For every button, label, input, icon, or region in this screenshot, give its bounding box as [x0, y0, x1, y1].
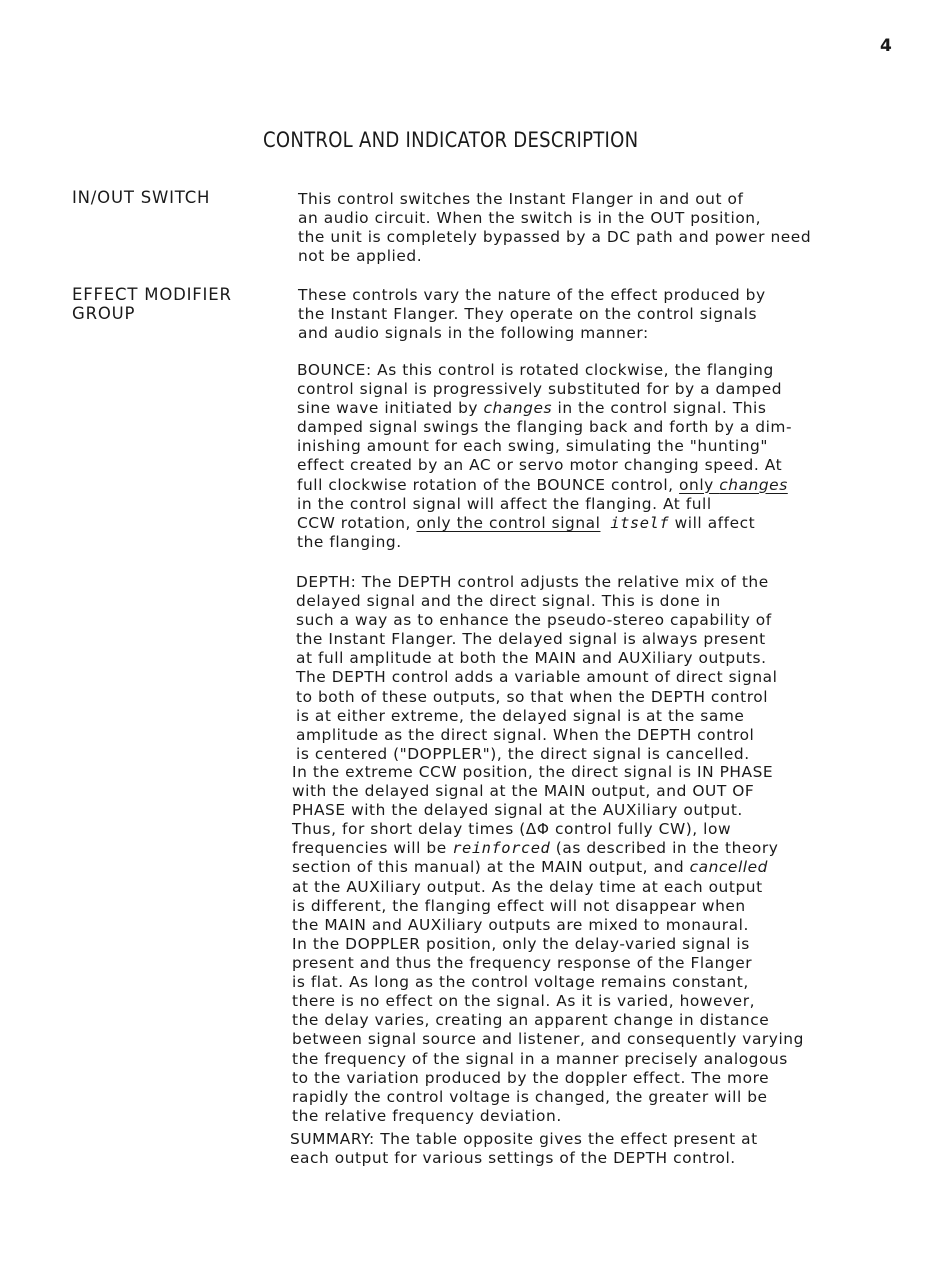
text-line: PHASE with the delayed signal at the AUXiliary output.: [292, 801, 743, 820]
underlined-changes: changes: [719, 475, 788, 494]
bounce-description: [297, 361, 862, 552]
text-line: amplitude as the direct signal. When the DEPTH control: [296, 725, 755, 744]
text-line: with the delayed signal at the MAIN output, and OUT OF: [292, 782, 755, 801]
underlined-control-signal: only the control signal: [416, 513, 601, 532]
emphasis-changes: changes: [483, 399, 553, 418]
section-label-in-out-switch: IN/OUT SWITCH: [72, 188, 211, 207]
page-number: 4: [880, 36, 892, 56]
text-line: delayed signal and the direct signal. This is done in: [296, 592, 721, 611]
text-line: In the extreme CCW position, the direct signal is IN PHASE: [292, 763, 774, 781]
depth-doppler-description: [292, 935, 862, 1126]
text-line: the frequency of the signal in a manner precisely analogous: [292, 1049, 788, 1068]
text-line: there is no effect on the signal. As it is varied, however,: [292, 992, 756, 1011]
text-line: in the control signal will affect the flanging. At full: [297, 494, 712, 513]
text-line: the relative frequency deviation.: [292, 1106, 562, 1125]
text-line: each output for various settings of the DEPTH control.: [290, 1149, 736, 1168]
text-line: the unit is completely bypassed by a DC path and power need: [298, 228, 812, 247]
text-line: the delay varies, creating an apparent change in distance: [292, 1011, 770, 1030]
section-label-effect-modifier-group: EFFECT MODIFIER GROUP: [72, 285, 232, 323]
text-line: Thus, for short delay times (ΔΦ control fully CW), low: [292, 820, 732, 839]
text-line: This control switches the Instant Flanger in and out of: [298, 190, 744, 208]
text-line: present and thus the frequency response of the Flanger: [292, 954, 753, 973]
text-line: is different, the flanging effect will not disappear when: [292, 896, 746, 915]
emphasis-itself: itself: [600, 513, 670, 532]
text-run: frequencies will be: [292, 839, 453, 858]
depth-description: [296, 573, 861, 764]
text-line: rapidly the control voltage is changed, the greater will be: [292, 1087, 768, 1106]
emphasis-reinforced: reinforced: [452, 839, 551, 858]
emphasis-cancelled: cancelled: [689, 858, 768, 877]
in-out-switch-description: [298, 190, 868, 266]
text-line: such a way as to enhance the pseudo-stereo capability of: [296, 611, 772, 630]
text-run: (as described in the theory: [550, 839, 779, 858]
text-line: effect created by an AC or servo motor changing speed. At: [297, 456, 783, 475]
text-line: to both of these outputs, so that when the DEPTH control: [296, 687, 769, 706]
text-run: section of this manual) at the MAIN output, and: [292, 858, 690, 877]
text-line: In the DOPPLER position, only the delay-varied signal is: [292, 935, 750, 953]
text-line: the MAIN and AUXiliary outputs are mixed to monaural.: [292, 915, 749, 934]
depth-extreme-ccw-description: [292, 763, 862, 935]
text-run: in the control signal. This: [552, 399, 767, 418]
text-line: SUMMARY: The table opposite gives the effect present at: [290, 1130, 758, 1148]
effect-modifier-intro: [298, 286, 868, 343]
text-line: not be applied.: [298, 247, 423, 266]
text-line: [292, 858, 862, 877]
summary-description: [290, 1130, 860, 1168]
text-line: BOUNCE: As this control is rotated clockwise, the flanging: [297, 361, 774, 379]
text-line: the Instant Flanger. The delayed signal is always present: [296, 630, 766, 649]
text-line: These controls vary the nature of the effect produced by: [298, 286, 766, 304]
text-line: is centered ("DOPPLER"), the direct signal is cancelled.: [296, 744, 750, 763]
text-run: CCW rotation,: [297, 513, 417, 532]
text-line: at the AUXiliary output. As the delay time at each output: [292, 877, 763, 896]
text-line: is at either extreme, the delayed signal is at the same: [296, 706, 745, 725]
text-line: an audio circuit. When the switch is in the OUT position,: [298, 209, 762, 228]
text-line: between signal source and listener, and consequently varying: [292, 1030, 804, 1049]
text-line: the Instant Flanger. They operate on the control signals: [298, 305, 758, 324]
text-run: will affect: [669, 513, 756, 532]
text-line: [297, 399, 862, 418]
text-line: to the variation produced by the doppler effect. The more: [292, 1068, 770, 1087]
text-line: damped signal swings the flanging back and forth by a dim-: [297, 418, 793, 437]
page-title: CONTROL AND INDICATOR DESCRIPTION: [263, 128, 639, 152]
text-line: The DEPTH control adds a variable amount of direct signal: [296, 668, 778, 687]
text-line: control signal is progressively substituted for by a damped: [297, 380, 783, 399]
text-line: and audio signals in the following manner:: [298, 324, 649, 343]
text-line: [297, 514, 862, 533]
text-line: inishing amount for each swing, simulating the "hunting": [297, 437, 768, 456]
text-line: the flanging.: [297, 532, 402, 551]
underlined-only: only: [679, 475, 720, 494]
text-line: is flat. As long as the control voltage remains constant,: [292, 973, 749, 992]
text-line: [292, 839, 862, 858]
text-run: sine wave initiated by: [297, 399, 484, 418]
text-line: at full amplitude at both the MAIN and AUXiliary outputs.: [296, 649, 767, 668]
text-line: [297, 476, 862, 495]
text-line: DEPTH: The DEPTH control adjusts the relative mix of the: [296, 573, 769, 591]
text-run: full clockwise rotation of the BOUNCE control,: [297, 475, 680, 494]
